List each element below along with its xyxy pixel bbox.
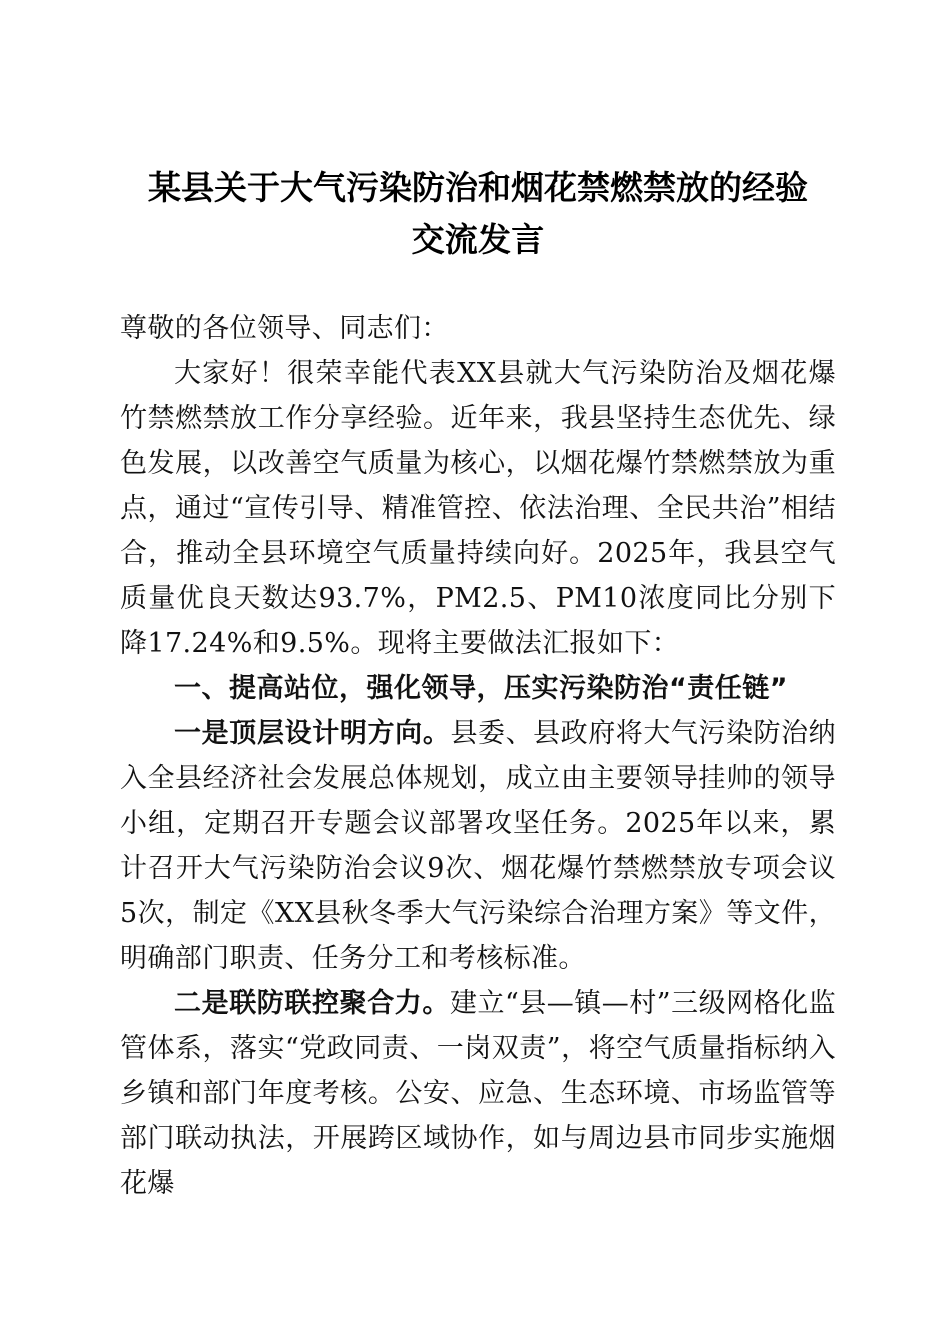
paragraph-item-1-text: 县委、县政府将大气污染防治纳入全县经济社会发展总体规划，成立由主要领导挂帅的领导小组，定期召开专题会议部署攻坚任务。2025年以来，累计召开大气污染防治会议9次、烟花爆竹禁燃禁放专项会议5次，制定《XX县秋冬季大气污染综合治理方案》等文件，明确部门职责、任务分工和考核标准。 — [120, 718, 837, 974]
salutation: 尊敬的各位领导、同志们： — [120, 313, 449, 344]
document-body — [120, 306, 836, 1206]
paragraph-item-2-text: 建立“县—镇—村”三级网格化监管体系，落实“党政同责、一岗双责”，将空气质量指标纳入乡镇和部门年度考核。公安、应急、生态环境、市场监管等部门联动执法，开展跨区域协作，如与周边县市同步实施烟花爆 — [120, 988, 836, 1199]
paragraph-item-2-lead: 二是联防联控聚合力。 — [174, 988, 450, 1019]
document-content — [120, 0, 836, 1206]
paragraph-item-1 — [120, 711, 836, 981]
section-heading-1: 一、提高站位，强化领导，压实污染防治“责任链” — [174, 673, 788, 704]
title-line-1: 某县关于大气污染防治和烟花禁燃禁放的经验 — [148, 168, 808, 207]
page-title — [120, 0, 836, 266]
paragraph-opening: 大家好！很荣幸能代表XX县就大气污染防治及烟花爆竹禁燃禁放工作分享经验。近年来，我县坚持生态优先、绿色发展，以改善空气质量为核心，以烟花爆竹禁燃禁放为重点，通过“宣传引导、精准管控、依法治理、全民共治”相结合，推动全县环境空气质量持续向好。2025年，我县空气质量优良天数达93.7%，PM2.5、PM10浓度同比分别下降17.24%和9.5%。现将主要做法汇报如下： — [120, 358, 836, 659]
title-line-2: 交流发言 — [411, 220, 545, 259]
paragraph-item-2 — [120, 981, 836, 1206]
paragraph-item-1-lead: 一是顶层设计明方向。 — [174, 718, 451, 749]
